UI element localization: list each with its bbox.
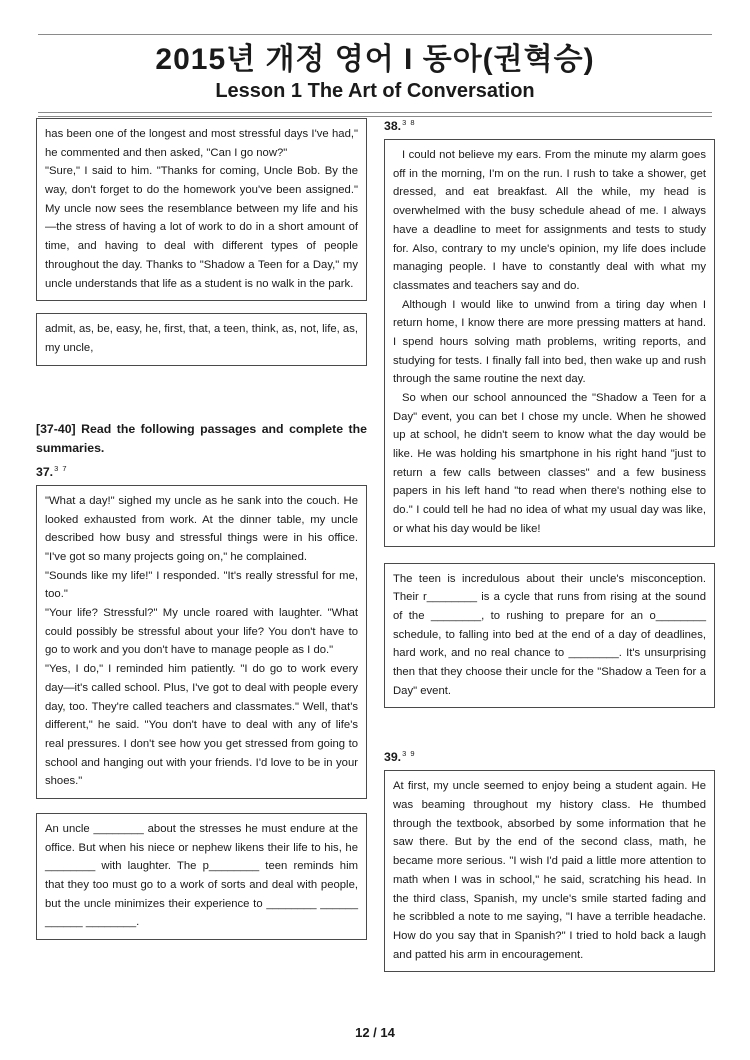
header-top-rule: [38, 34, 712, 35]
passage-box-38: [384, 139, 715, 546]
answer-code-superscript: 3 8: [402, 118, 416, 127]
passage-paragraph: Although I would like to unwind from a tiring day when I return home, I know there are more pressing matters at hand. I spend hours solving math problems, writing reports, and studying for tests. I finally fall into bed, then wake up and rush through the same routine the next day.: [393, 298, 706, 386]
question-label: 37.: [36, 465, 54, 479]
document-title: 2015년 개정 영어 I 동아(권혁승): [155, 43, 595, 76]
passage-paragraph: At first, my uncle seemed to enjoy being a student again. He was beaming throughout my history class. He thumbed through the textbook, absorbed by some information that he saw there. But by the end of the second class, math, he became more serious. "I wish I'd paid a little more attention to math when I was in school," he said, scratching his head. In the third class, Spanish, my uncle's smile started fading and he scribbled a note to me saying, "I have a terrible headache. How do you say that in Spanish?" I tried to hold back a laugh and patted his arm in encouragement.: [393, 780, 706, 961]
question-number-39: [384, 749, 715, 766]
word-bank-box: [36, 313, 367, 365]
passage-paragraph: has been one of the longest and most stressful days I've had," he commented and then asked, "Can I go now?": [45, 128, 358, 159]
answer-code-superscript: 3 7: [54, 463, 68, 473]
passage-paragraph: "What a day!" sighed my uncle as he sank into the couch. He looked exhausted from work. At the dinner table, my uncle described how busy and stressful things were in his office. "I've got so many projects going on," he complained.: [45, 494, 358, 564]
right-column: [384, 118, 715, 972]
passage-paragraph: "Yes, I do," I reminded him patiently. "I do go to work every day—it's called school. Plus, I've got to deal with people every day, too. They're called teachers and classmates." Well, that's different," he said. "You don't have to deal with any of life's real pressures. I don't see how you get stressed from going to school and hanging out with your friends. I'd love to be in your shoes.": [45, 663, 358, 788]
summary-box-38: [384, 563, 715, 709]
passage-box-37: [36, 485, 367, 799]
content-columns: [36, 118, 715, 972]
passage-paragraph: "Sure," I said to him. "Thanks for coming, Uncle Bob. By the way, don't forget to do the homework you've been assigned." My uncle now sees the resemblance between my life and his—the stress of having a lot of work to do in a short amount of time, and having to deal with different types of people throughout the day. Thanks to "Shadow a Teen for a Day," my uncle understands that life as a student is no walk in the park.: [45, 165, 358, 290]
summary-box-37: [36, 813, 367, 940]
page-header: [0, 34, 750, 117]
summary-text: The teen is incredulous about their uncle's misconception. Their r________ is a cycle that runs from rising at the sound of the ________, to rushing to prepare for an o________ schedule, to falling into bed at the end of a day of deadlines, hard work, and no real chance to ________. It's unsurprising then that they choose their uncle for the "Shadow a Teen for a Day" event.: [393, 572, 706, 697]
passage-box-39: [384, 770, 715, 972]
question-number-38: [384, 118, 715, 135]
page-number: 12 / 14: [355, 1025, 395, 1040]
lesson-subtitle: Lesson 1 The Art of Conversation: [215, 80, 535, 102]
summary-text: An uncle ________ about the stresses he must endure at the office. But when his niece or nephew likens their life to his, he ________ with laughter. The p________ teen reminds him that they too must go to a work of sorts and deal with people, but the uncle minimizes their experience to ________ ______ ______ ________.: [45, 822, 358, 929]
question-number-37: [36, 464, 367, 481]
passage-paragraph: I could not believe my ears. From the minute my alarm goes off in the morning, I'm on the run. I rush to take a shower, get dressed, and eat breakfast. All the while, my head is overwhelmed with the busy schedule ahead of me. I always have a deadline to meet for assignments and tests to study for. Also, contrary to my uncle's opinion, my life does include managing people. I have to constantly deal with what my classmates and teachers say and do.: [393, 149, 706, 292]
section-instruction: [37-40] Read the following passages and complete the summaries.: [36, 421, 367, 456]
word-bank-text: admit, as, be, easy, he, first, that, a teen, think, as, not, life, as, my uncle,: [45, 323, 358, 354]
answer-code-superscript: 3 9: [402, 749, 416, 759]
left-column: [36, 118, 367, 972]
passage-paragraph: So when our school announced the "Shadow a Teen for a Day" event, you can bet I chose my uncle. When he showed up at school, he didn't seem to know what the day would be like. He was holding his smartphone in his right hand "just to return a few calls between classes" and a few business papers in his left hand "to read when there's nothing else to do." I could tell he had no idea of what my usual day was like, or what his day would be like!: [393, 392, 706, 535]
question-label: 39.: [384, 750, 402, 765]
passage-paragraph: "Sounds like my life!" I responded. "It's really stressful for me, too.": [45, 569, 358, 601]
header-bottom-rule: [38, 112, 712, 117]
passage-box-continuation: [36, 118, 367, 301]
question-label: 38.: [384, 119, 402, 134]
passage-paragraph: "Your life? Stressful?" My uncle roared with laughter. "What could possibly be stressful about your life? You don't have to go to work and you don't have to manage people as I do.": [45, 607, 358, 657]
